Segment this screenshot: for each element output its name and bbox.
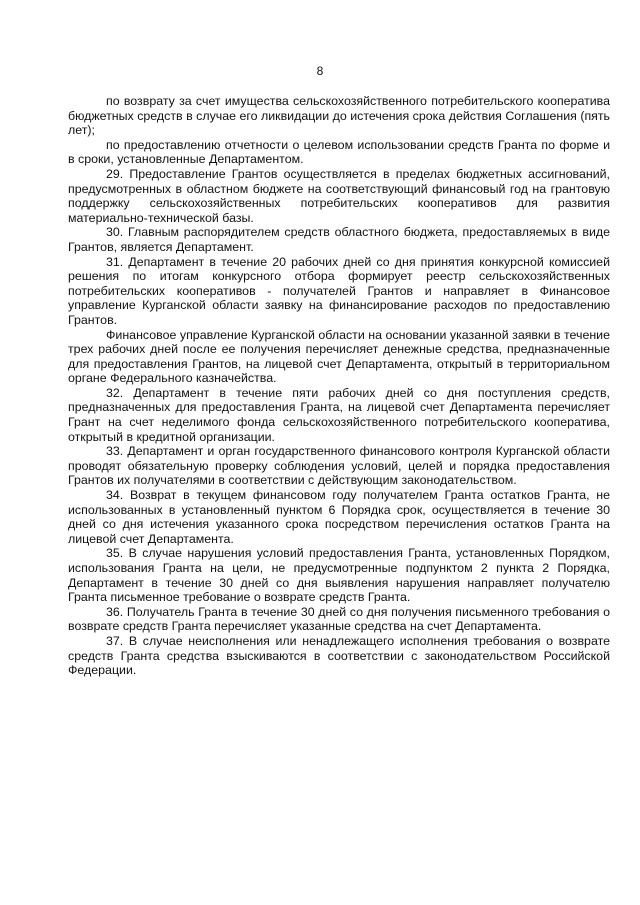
page-number: 8 (316, 64, 324, 78)
paragraph-31: 31. Департамент в течение 20 рабочих дней со дня принятия конкурсной комиссией решения по итогам конкурсного отбора формирует реестр сельскохозяйственных потребительских кооперативов - получателей Грантов и направляет в Финансовое управление Курганской области заявку на финансирование расходов по предоставлению Грантов. (68, 254, 610, 327)
paragraph-36: 36. Получатель Гранта в течение 30 дней со дня получения письменного требования о возврате средств Гранта перечисляет указанные средства на счет Департамента. (68, 604, 610, 634)
paragraph-33: 33. Департамент и орган государственного финансового контроля Курганской области проводят обязательную проверку соблюдения условий, целей и порядка предоставления Грантов их получателями в соответствии с действующим законодательством. (68, 444, 610, 488)
paragraph-32: 32. Департамент в течение пяти рабочих дней со дня поступления средств, предназначенных для предоставления Гранта, на лицевой счет Департамента перечисляет Грант на счет неделимого фонда сельскохозяйственного потребительского кооператива, открытый в кредитной организации. (68, 385, 610, 444)
paragraph-35: 35. В случае нарушения условий предоставления Гранта, установленных Порядком, использования Гранта на цели, не предусмотренные подпунктом 2 пункта 2 Порядка, Департамент в течение 30 дней со дня выявления нарушения направляет получателю Гранта письменное требование о возврате средств Гранта. (68, 546, 610, 605)
paragraph-37: 37. В случае неисполнения или ненадлежащего исполнения требования о возврате средств Гранта средства взыскиваются в соответствии с законодательством Российской Федерации. (68, 633, 610, 678)
paragraph-reporting: по предоставлению отчетности о целевом использовании средств Гранта по форме и в сроки, установленные Департаментом. (68, 137, 610, 167)
paragraph-return-property: по возврату за счет имущества сельскохозяйственного потребительского кооператива бюджетных средств в случае его ликвидации до истечения срока действия Соглашения (пять лет); (68, 94, 610, 138)
document-body (68, 94, 610, 678)
paragraph-29: 29. Предоставление Грантов осуществляется в пределах бюджетных ассигнований, предусмотренных в областном бюджете на соответствующий финансовый год на грантовую поддержку сельскохозяйственных потребительских кооперативов для развития материально-технической базы. (68, 166, 610, 225)
paragraph-34: 34. Возврат в текущем финансовом году получателем Гранта остатков Гранта, не использованных в установленный пунктом 6 Порядка срок, осуществляется в течение 30 дней со дня истечения указанного срока посредством перечисления остатков Гранта на лицевой счет Департамента. (68, 488, 610, 546)
paragraph-financial-administration: Финансовое управление Курганской области на основании указанной заявки в течение трех рабочих дней после ее получения перечисляет денежные средства, предназначенные для предоставления Грантов, на лицевой счет Департамента, открытый в территориальном органе Федерального казначейства. (68, 327, 610, 386)
paragraph-30: 30. Главным распорядителем средств областного бюджета, предоставляемых в виде Грантов, является Департамент. (68, 225, 610, 254)
